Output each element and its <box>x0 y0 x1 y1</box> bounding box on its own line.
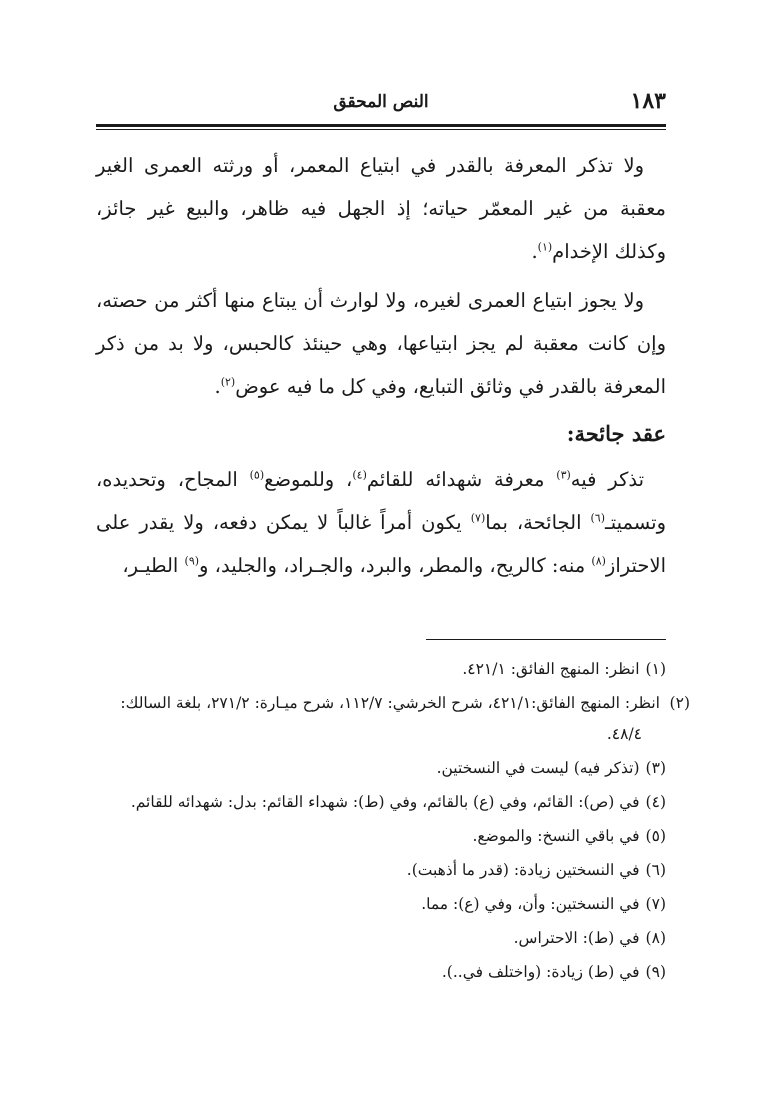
header-rule-thin <box>96 129 666 130</box>
footnote-ref-2[interactable]: (٢) <box>220 375 236 389</box>
page-number: ١٨٣ <box>630 88 666 114</box>
footnote-ref-6[interactable]: (٦) <box>590 511 605 525</box>
footnote-item: (٦)في النسختين زيادة: (قدر ما أذهبت). <box>406 861 666 879</box>
section-heading: عقد جائحة: <box>566 421 666 446</box>
footnote-item: (٤)في (ص): القائم، وفي (ع) بالقائم، وفي (ط): شهداء القائم: بدل: شهدائه للقائم. <box>130 793 666 811</box>
header-rule-thick <box>96 124 666 127</box>
footnote-ref-5[interactable]: (٥) <box>249 468 265 482</box>
footnote-ref-3[interactable]: (٣) <box>556 468 571 482</box>
footnote-item: (٣)(تذكر فيه) ليست في النسختين. <box>436 759 666 777</box>
footnote-item: (٩)في (ط) زيادة: (واختلف في..). <box>441 963 666 981</box>
paragraph-umra-purchase: ولا يجوز ابتياع العمرى لغيره، ولا لوارث أن يبتاع منها أكثر من حصته، وإن كانت معقبة لم يجز ابتياعها، وهي حينئذ كالحبس، ولا بد من ذكر المعرفة بالقدر في وثائق التبايع، وفي كل ما فيه عوض$^{(٢)}$. <box>96 289 666 398</box>
footnote-item: (٨)في (ط): الاحتراس. <box>513 929 666 947</box>
paragraph-jaiha-contract: تذكر فيه$^{(٣)}$ معرفة شهدائه للقائم$^{(٤)}$، وللموضع$^{(٥)}$ المجاح، وتحديده، وتسميتـ$^{(٦)}$ الجائحة، بما$^{(٧)}$ يكون أمراً غالباً لا يمكن دفعه، ولا يقدر على الاحتراز$^{(٨)}$ منه: كالريح، والمطر، والبرد، والجـراد، والجليد، و$^{(٩)}$ الطيـر، <box>96 468 666 577</box>
footnote-item: (٥)في باقي النسخ: والموضع. <box>472 827 666 845</box>
paragraph-umra-inheritance: ولا تذكر المعرفة بالقدر في ابتياع المعمر، أو ورثته العمرى الغير معقبة من غير المعمّر حياته؛ إذ الجهل فيه ظاهر، والبيع غير جائز، وكذلك الإخدام$^{(١)}$. <box>96 154 666 263</box>
footnote-ref-1[interactable]: (١) <box>537 240 553 254</box>
running-header <box>96 86 666 120</box>
footnote-ref-9[interactable]: (٩) <box>184 554 200 568</box>
footnote-ref-4[interactable]: (٤) <box>352 468 367 482</box>
footnote-item: (٢)انظر: المنهج الفائق:٤٢١/١، شرح الخرشي: ١١٢/٧، شرح ميـارة: ٢٧١/٢، بلغة السالك: ٤٨/٤. <box>120 694 690 743</box>
book-page <box>96 86 690 991</box>
running-title: النص المحقق <box>333 92 429 112</box>
footnote-ref-7[interactable]: (٧) <box>470 511 486 525</box>
footnotes <box>96 654 690 988</box>
footnote-ref-8[interactable]: (٨) <box>591 554 606 568</box>
main-text <box>96 144 666 587</box>
footnote-item: (٧)في النسختين: وأن، وفي (ع): مما. <box>421 895 666 913</box>
footnote-item: (١)انظر: المنهج الفائق: ٤٢١/١. <box>462 660 666 678</box>
footnote-separator <box>426 639 666 640</box>
